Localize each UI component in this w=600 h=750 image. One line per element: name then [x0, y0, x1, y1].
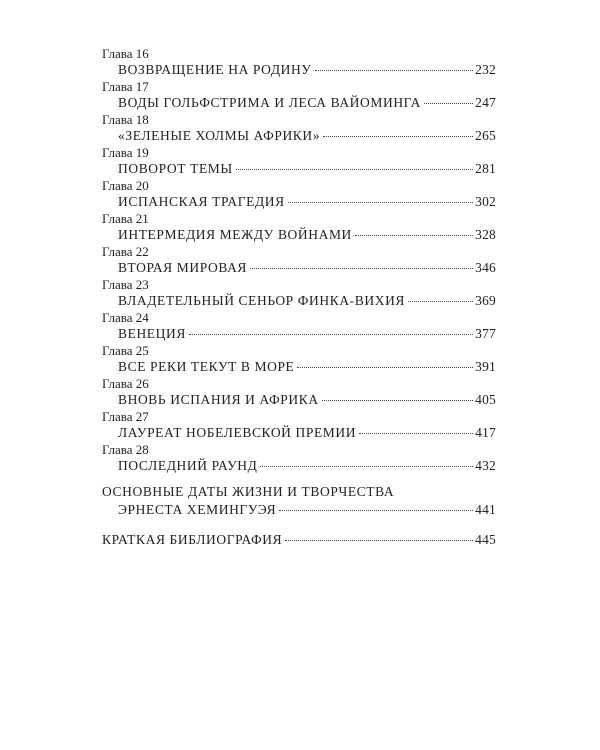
chapter-entry-line — [102, 160, 496, 178]
page-number: 232 — [475, 62, 496, 77]
dot-leader — [288, 201, 473, 203]
chapter-list — [102, 46, 496, 475]
dot-leader — [408, 300, 473, 302]
toc-chapter-entry — [102, 112, 496, 145]
toc-bibliography-entry — [102, 531, 496, 549]
toc-chapter-entry — [102, 244, 496, 277]
chapter-title: ЛАУРЕАТ НОБЕЛЕВСКОЙ ПРЕМИИ — [118, 425, 357, 440]
dot-leader — [323, 135, 473, 137]
chapter-label: Глава 21 — [102, 211, 149, 226]
chapter-label: Глава 25 — [102, 343, 149, 358]
toc-dates-entry — [102, 483, 496, 519]
dot-leader — [359, 432, 473, 434]
dot-leader — [285, 539, 473, 541]
page-number: 441 — [475, 502, 496, 517]
dot-leader — [297, 366, 473, 368]
chapter-entry-line — [102, 292, 496, 310]
toc-chapter-entry — [102, 310, 496, 343]
chapter-title: ВЛАДЕТЕЛЬНЫЙ СЕНЬОР ФИНКА-ВИХИЯ — [118, 293, 406, 308]
toc-chapter-entry — [102, 376, 496, 409]
chapter-entry-line — [102, 424, 496, 442]
chapter-entry-line — [102, 259, 496, 277]
chapter-label: Глава 17 — [102, 79, 149, 94]
chapter-title: ВЕНЕЦИЯ — [118, 326, 186, 341]
toc-chapter-entry — [102, 277, 496, 310]
page-number: 328 — [475, 227, 496, 242]
page-number: 369 — [475, 293, 496, 308]
page-number: 346 — [475, 260, 496, 275]
chapter-title: ВНОВЬ ИСПАНИЯ И АФРИКА — [118, 392, 319, 407]
chapter-label: Глава 27 — [102, 409, 149, 424]
page-number: 265 — [475, 128, 496, 143]
chapter-title: ПОВОРОТ ТЕМЫ — [118, 161, 233, 176]
bibliography-entry-line — [102, 531, 496, 549]
chapter-entry-line — [102, 325, 496, 343]
dot-leader — [250, 267, 473, 269]
dates-title-line2: ЭРНЕСТА ХЕМИНГУЭЯ — [118, 502, 277, 517]
chapter-entry-line — [102, 193, 496, 211]
page-number: 302 — [475, 194, 496, 209]
chapter-label: Глава 18 — [102, 112, 149, 127]
page-number: 391 — [475, 359, 496, 374]
dot-leader — [315, 69, 474, 71]
toc-chapter-entry — [102, 442, 496, 475]
bibliography-title: КРАТКАЯ БИБЛИОГРАФИЯ — [102, 532, 283, 547]
toc-chapter-entry — [102, 211, 496, 244]
chapter-entry-line — [102, 127, 496, 145]
page-number: 445 — [475, 532, 496, 547]
chapter-label: Глава 22 — [102, 244, 149, 259]
chapter-title: ВОДЫ ГОЛЬФСТРИМА И ЛЕСА ВАЙОМИНГА — [118, 95, 421, 110]
chapter-label: Глава 16 — [102, 46, 149, 61]
toc-chapter-entry — [102, 178, 496, 211]
toc-chapter-entry — [102, 79, 496, 112]
chapter-label: Глава 26 — [102, 376, 149, 391]
dot-leader — [236, 168, 473, 170]
chapter-entry-line — [102, 61, 496, 79]
dates-entry-line — [102, 501, 496, 519]
page-number: 417 — [475, 425, 496, 440]
toc-chapter-entry — [102, 145, 496, 178]
dot-leader — [189, 333, 473, 335]
chapter-title: «ЗЕЛЕНЫЕ ХОЛМЫ АФРИКИ» — [118, 128, 321, 143]
chapter-title: ВОЗВРАЩЕНИЕ НА РОДИНУ — [118, 62, 312, 77]
chapter-title: ИНТЕРМЕДИЯ МЕЖДУ ВОЙНАМИ — [118, 227, 352, 242]
dates-title-line1: ОСНОВНЫЕ ДАТЫ ЖИЗНИ И ТВОРЧЕСТВА — [102, 484, 395, 499]
dot-leader — [260, 465, 473, 467]
page-number: 281 — [475, 161, 496, 176]
chapter-label: Глава 28 — [102, 442, 149, 457]
chapter-label: Глава 24 — [102, 310, 149, 325]
chapter-title: ВТОРАЯ МИРОВАЯ — [118, 260, 248, 275]
chapter-label: Глава 19 — [102, 145, 149, 160]
chapter-entry-line — [102, 94, 496, 112]
chapter-title: ИСПАНСКАЯ ТРАГЕДИЯ — [118, 194, 285, 209]
toc-chapter-entry — [102, 46, 496, 79]
toc-chapter-entry — [102, 343, 496, 376]
chapter-label: Глава 23 — [102, 277, 149, 292]
chapter-entry-line — [102, 358, 496, 376]
chapter-title: ВСЕ РЕКИ ТЕКУТ В МОРЕ — [118, 359, 295, 374]
dot-leader — [424, 102, 473, 104]
page-number: 377 — [475, 326, 496, 341]
toc-chapter-entry — [102, 409, 496, 442]
page-number: 405 — [475, 392, 496, 407]
dot-leader — [279, 509, 473, 511]
dot-leader — [355, 234, 473, 236]
chapter-entry-line — [102, 391, 496, 409]
chapter-entry-line — [102, 457, 496, 475]
page-number: 432 — [475, 458, 496, 473]
dot-leader — [322, 399, 473, 401]
chapter-title: ПОСЛЕДНИЙ РАУНД — [118, 458, 258, 473]
chapter-entry-line — [102, 226, 496, 244]
page-number: 247 — [475, 95, 496, 110]
table-of-contents — [102, 46, 496, 549]
chapter-label: Глава 20 — [102, 178, 149, 193]
